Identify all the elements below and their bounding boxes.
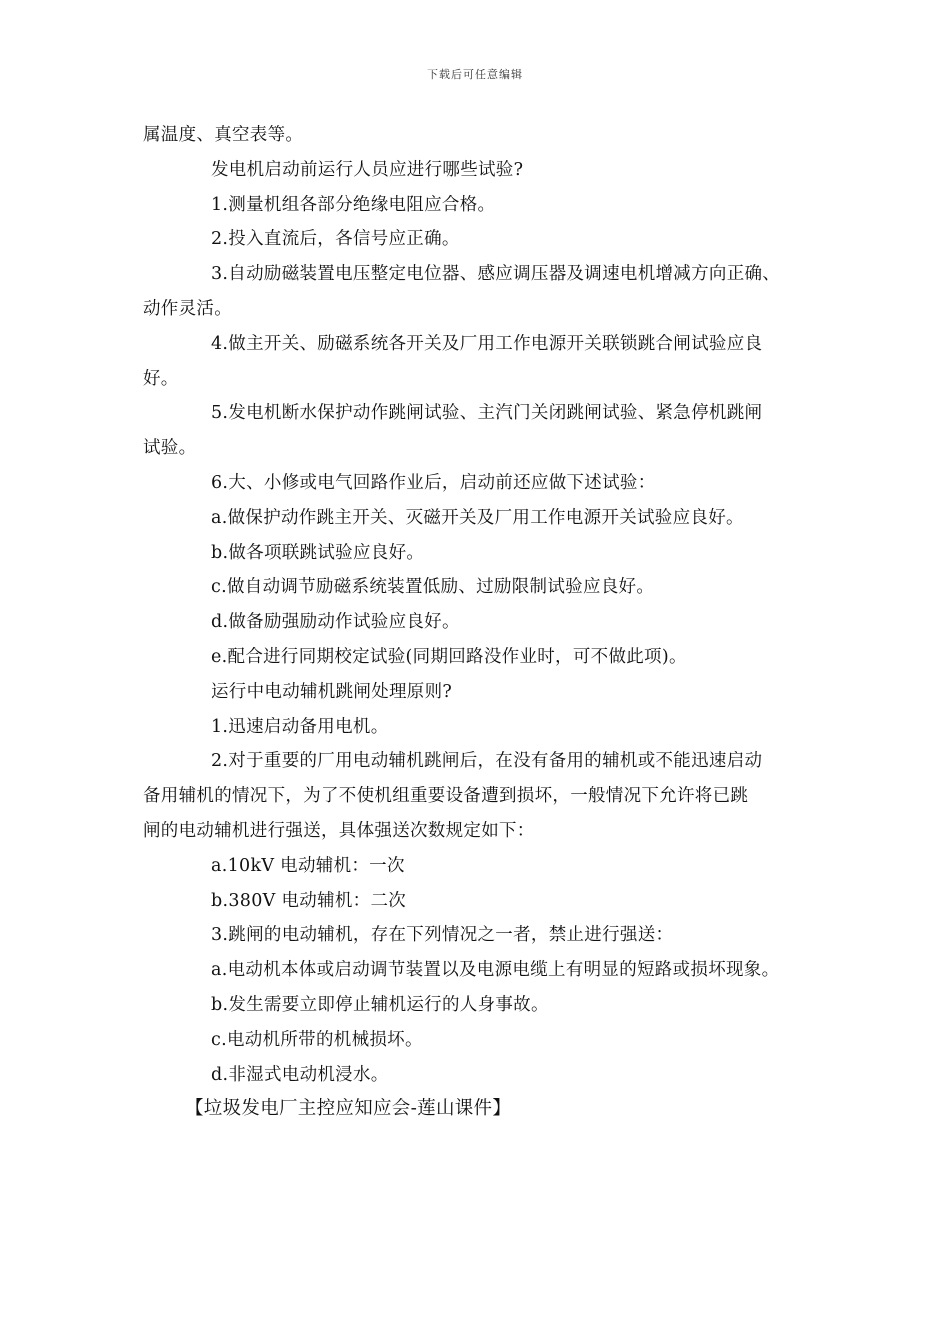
document-body — [143, 118, 833, 1127]
text-line: 备用辅机的情况下，为了不使机组重要设备遭到损坏，一般情况下允许将已跳 — [143, 786, 749, 807]
text-line: c.做自动调节励磁系统装置低励、过励限制试验应良好。 — [211, 577, 655, 598]
text-line: c.电动机所带的机械损坏。 — [211, 1029, 423, 1050]
text-line: 2.对于重要的厂用电动辅机跳闸后，在没有备用的辅机或不能迅速启动 — [211, 751, 763, 772]
text-line: 试验。 — [143, 438, 197, 459]
text-line: d.做备励强励动作试验应良好。 — [211, 612, 460, 633]
text-line: e.配合进行同期校定试验(同期回路没作业时，可不做此项)。 — [211, 646, 687, 667]
question-heading: 运行中电动辅机跳闸处理原则? — [211, 681, 453, 702]
text-line: b.380V 电动辅机：二次 — [211, 890, 407, 911]
text-line: 3.自动励磁装置电压整定电位器、感应调压器及调速电机增减方向正确、 — [211, 264, 781, 285]
text-line: 6.大、小修或电气回路作业后，启动前还应做下述试验： — [211, 472, 656, 493]
text-line: 3.跳闸的电动辅机，存在下列情况之一者，禁止进行强送： — [211, 925, 674, 946]
text-line: 4.做主开关、励磁系统各开关及厂用工作电源开关联锁跳合闸试验应良 — [211, 333, 763, 354]
text-line: 闸的电动辅机进行强送，具体强送次数规定如下： — [143, 820, 535, 841]
text-line: 1.迅速启动备用电机。 — [211, 716, 389, 737]
text-line: 动作灵活。 — [143, 298, 232, 319]
text-line: d.非湿式电动机浸水。 — [211, 1064, 389, 1085]
text-line: b.发生需要立即停止辅机运行的人身事故。 — [211, 994, 549, 1015]
page-header: 下载后可任意编辑 — [427, 68, 523, 81]
text-line: a.做保护动作跳主开关、灭磁开关及厂用工作电源开关试验应良好。 — [211, 507, 744, 528]
text-line: b.做各项联跳试验应良好。 — [211, 542, 425, 563]
source-footer: 【垃圾发电厂主控应知应会-莲山课件】 — [185, 1098, 512, 1120]
text-line: 2.投入直流后，各信号应正确。 — [211, 229, 460, 250]
text-line: 5.发电机断水保护动作跳闸试验、主汽门关闭跳闸试验、紧急停机跳闸 — [211, 403, 763, 424]
text-line: 属温度、真空表等。 — [143, 125, 304, 145]
text-line: 1.测量机组各部分绝缘电阻应合格。 — [211, 194, 496, 215]
text-line: a.电动机本体或启动调节装置以及电源电缆上有明显的短路或损坏现象。 — [211, 960, 780, 981]
text-line: a.10kV 电动辅机：一次 — [211, 855, 405, 876]
text-line: 好。 — [143, 368, 179, 389]
question-heading: 发电机启动前运行人员应进行哪些试验? — [211, 159, 524, 180]
